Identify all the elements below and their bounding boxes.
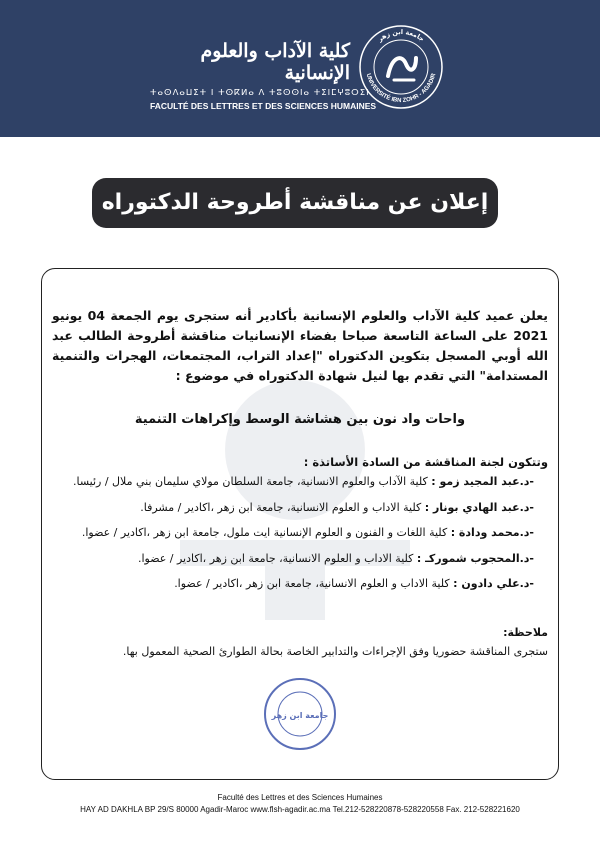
jury-member — [52, 526, 548, 539]
announcement-body — [52, 306, 548, 658]
jury-member — [52, 501, 548, 514]
jury-member-name: -د.عبد المجيد زمو : — [431, 475, 534, 488]
jury-member-name: -د.علي دادون : — [453, 577, 534, 590]
jury-member-details: كلية الاداب و العلوم الانسانية، جامعة ابن زهر ،اكادير / عضوا. — [174, 577, 454, 590]
page-footer — [0, 793, 600, 814]
thesis-title: واحات واد نون بين هشاشة الوسط وإكراهات التنمية — [134, 412, 466, 427]
jury-intro: وتتكون لجنة المناقشة من السادة الأساتذة : — [303, 455, 548, 469]
intro-paragraph: يعلن عميد كلية الآداب والعلوم الإنسانية بأكادير أنه ستجرى يوم الجمعة 04 يونيو 2021 على الساعة التاسعة صباحا بفضاء الإنسانيات مناقشة أطروحة الطالب عبد الله أوبي المسجل بتكوين الدكتوراه "إعداد التراب، المجتمعات، الهجرات والتنمية المستدامة" التي تقدم بها لنيل شهادة الدكتوراه في موضوع : — [52, 308, 548, 383]
page-header — [0, 0, 600, 137]
svg-text:UNIVERSITÉ IBN ZOHR - AGADIR: UNIVERSITÉ IBN ZOHR - AGADIR — [364, 72, 438, 105]
faculty-name-french: FACULTÉ DES LETTRES ET DES SCIENCES HUMAINES — [150, 101, 377, 111]
jury-list — [52, 475, 548, 590]
faculty-name-tifinagh: ⵜⴰⵙⴷⴰⵡⵉⵜ ⵏ ⵜⵙⴽⵍⴰ ⴷ ⵜⵓⵙⵙⵏⴰ ⵜⵉⵏⵎⵖⵓⵔⵉⵏ — [150, 88, 370, 98]
university-logo — [358, 24, 444, 110]
faculty-name-arabic: كلية الآداب والعلوم الإنسانية — [200, 40, 350, 84]
jury-member-details: كلية اللغات و الفنون و العلوم الإنسانية ايت ملول، جامعة ابن زهر ،اكادير / عضوا. — [81, 526, 451, 539]
faculty-brand — [150, 40, 377, 111]
footer-contact: HAY AD DAKHLA BP 29/S 80000 Agadir-Maroc www.flsh-agadir.ac.ma Tel.212-528220878-528220558 Fax. 212-528221620 — [80, 805, 520, 814]
jury-member-details: كلية الاداب و العلوم الانسانية، جامعة ابن زهر ،اكادير / مشرفا. — [140, 500, 425, 514]
svg-text:جامعة ابن زهر: جامعة ابن زهر — [376, 27, 426, 44]
note-label: ملاحظة: — [503, 626, 548, 639]
jury-member — [52, 475, 548, 488]
official-stamp — [262, 676, 338, 752]
jury-member-details: كلية الآداب والعلوم الانسانية، جامعة السلطان مولاي سليمان بني ملال / رئيسا. — [72, 475, 432, 488]
svg-text:جامعة ابن زهر: جامعة ابن زهر — [271, 711, 329, 720]
jury-member — [52, 552, 548, 565]
jury-member — [52, 577, 548, 590]
note-text: ستجرى المناقشة حضوريا وفق الإجراءات والتدابير الخاصة بحالة الطوارئ الصحية المعمول بها. — [122, 645, 548, 658]
announcement-title: إعلان عن مناقشة أطروحة الدكتوراه — [92, 178, 498, 228]
jury-member-details: كلية الاداب و العلوم الانسانية، جامعة ابن زهر ،اكادير / عضوا. — [137, 551, 417, 565]
footer-faculty: Faculté des Lettres et des Sciences Humaines — [217, 793, 383, 802]
jury-member-name: -د.المحجوب شموركـ : — [416, 551, 534, 565]
jury-member-name: -د.عبد الهادي بونار : — [424, 500, 534, 514]
jury-member-name: -د.محمد ودادة : — [450, 526, 534, 539]
